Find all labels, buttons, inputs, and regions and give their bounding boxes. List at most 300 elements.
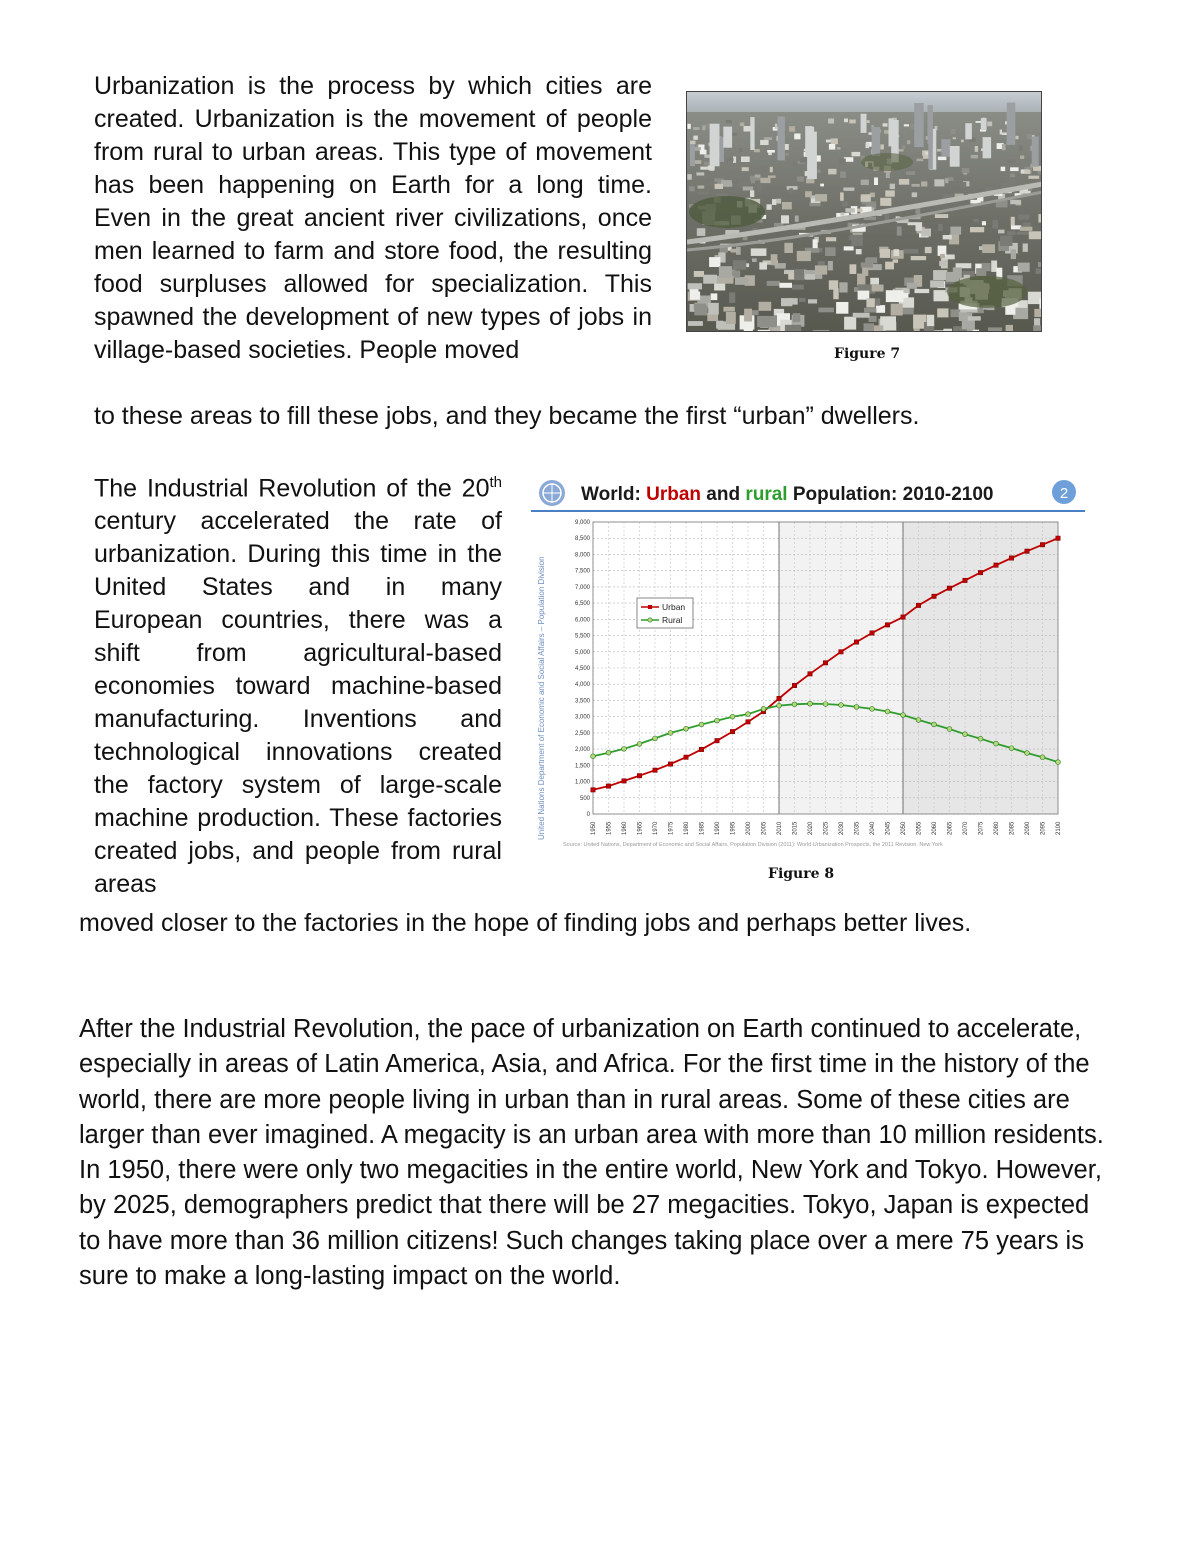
city-block [740, 123, 744, 127]
x-tick-label: 2045 [885, 821, 892, 835]
city-block [784, 243, 793, 253]
y-tick-label: 2,000 [574, 747, 590, 754]
city-block [880, 144, 884, 149]
city-block [793, 180, 798, 183]
city-block [751, 180, 755, 183]
rural-point [591, 754, 596, 759]
skyscraper [710, 124, 720, 167]
x-tick-label: 2015 [792, 821, 799, 835]
rural-point [839, 703, 844, 708]
rural-point [606, 750, 611, 755]
city-block [850, 264, 857, 274]
city-block [849, 120, 855, 124]
city-block [904, 249, 919, 254]
city-block [845, 208, 855, 212]
city-block [797, 177, 804, 182]
city-block [861, 194, 871, 201]
x-tick-label: 2075 [978, 821, 985, 835]
chart-source-note: Source: United Nations, Department of Economic and Social Affairs, Population Division (2011): World Urbanization Prospects, the 2011 Revision. New York [563, 842, 943, 848]
city-block [862, 266, 868, 276]
city-block [864, 308, 876, 313]
city-block [1011, 249, 1016, 259]
city-block [950, 129, 955, 134]
paragraph-urbanization-tail: to these areas to fill these jobs, and they became the first “urban” dwellers. [94, 402, 920, 430]
urban-point [839, 650, 843, 654]
city-block [857, 209, 862, 212]
rural-point [777, 703, 782, 708]
urban-point [699, 747, 703, 751]
rural-point [730, 714, 735, 719]
skyscraper [981, 118, 987, 130]
city-block [711, 293, 718, 300]
city-block [874, 178, 878, 186]
paragraph-megacities: After the Industrial Revolution, the pace of urbanization on Earth continued to accelerate, especially in areas of Latin America, Asia, and Africa. For the first time in the history of the world, there are more people living in urban than in rural areas. Some of these cities are larger than ever imagined. A megacity is an urban area with more than 10 million residents. In 1950, there were only two megacities in the entire world, New York and Tokyo. However, by 2025, demographers predict that there will be 27 megacities. Tokyo, Japan is expected to have more than 36 million citizens! Such changes taking place over a mere 75 years is sure to make a long-lasting impact on the world. [79, 1015, 1104, 1291]
city-block [839, 282, 847, 292]
rural-point [854, 705, 859, 710]
city-block [883, 123, 888, 126]
urban-point [870, 631, 874, 635]
city-block [743, 187, 753, 191]
urban-point [637, 774, 641, 778]
city-block [906, 171, 915, 175]
rural-point [1040, 755, 1045, 760]
city-block [799, 298, 805, 302]
x-tick-label: 2030 [839, 821, 845, 835]
urban-point [823, 661, 827, 665]
city-block [866, 143, 870, 148]
city-block [844, 317, 856, 330]
city-block [826, 237, 836, 241]
city-block [700, 150, 707, 155]
city-block [813, 331, 830, 332]
city-block [794, 270, 804, 281]
x-tick-label: 1995 [730, 821, 737, 835]
urban-point [808, 672, 812, 676]
rural-point [1009, 746, 1014, 751]
city-block [789, 126, 795, 132]
city-block [1038, 214, 1042, 222]
city-block [1017, 232, 1031, 235]
city-block [844, 119, 848, 123]
skyscraper [750, 117, 754, 150]
city-block [733, 260, 746, 270]
city-block [1000, 236, 1013, 246]
city-block [840, 172, 846, 178]
city-block [896, 293, 909, 298]
chart-title-urban: Urban [646, 484, 701, 505]
city-block [1023, 244, 1028, 252]
city-block [928, 331, 944, 332]
skyscraper [861, 114, 867, 133]
y-tick-label: 6,000 [574, 617, 590, 624]
city-block [844, 246, 854, 250]
city-block [754, 149, 760, 152]
city-block [687, 124, 690, 129]
y-tick-label: 4,500 [574, 666, 590, 672]
paragraph-urbanization-intro: Urbanization is the process by which cities are created. Urbanization is the movement of people from rural to urban areas. This type of movement has been happening on Earth for a long time. Even in the great ancient river civilizations, once men learned to farm and store food, the resulting food surpluses allowed for specialization. This spawned the development of new types of jobs in village-based societies. People moved [94, 72, 652, 364]
rural-point [1025, 751, 1030, 756]
city-block [1018, 215, 1029, 220]
x-tick-label: 1970 [653, 821, 659, 835]
city-block [998, 230, 1004, 234]
city-block [938, 157, 947, 161]
city-block [1024, 170, 1030, 174]
paragraph2-text-end: century accelerated the rate of urbanization. During this time in the United States and in many European countries, there was a shift from agricultural-based economies toward machine-based manufacturing. Inventions and technological innovations created the factory system of large-scale machine production. These factories created jobs, and people from rural areas [94, 507, 502, 899]
city-block [694, 304, 706, 310]
city-block [886, 172, 890, 178]
city-block [1000, 130, 1002, 135]
city-block [934, 179, 944, 186]
urban-point [715, 738, 719, 742]
city-block [1036, 269, 1042, 274]
city-block [758, 185, 762, 192]
urban-point [591, 788, 595, 792]
y-tick-label: 3,000 [574, 714, 590, 721]
paragraph2-text-start: The Industrial Revolution of the 20 [94, 474, 490, 503]
city-block [828, 169, 836, 175]
city-block [693, 136, 698, 140]
city-block [962, 168, 970, 173]
y-tick-label: 7,000 [574, 584, 590, 591]
x-tick-label: 2065 [947, 821, 954, 835]
y-tick-label: 0 [586, 812, 590, 818]
city-block [962, 182, 966, 188]
city-block [908, 222, 917, 225]
y-tick-label: 5,000 [574, 649, 590, 656]
city-block [764, 137, 772, 140]
city-block [1038, 171, 1042, 175]
skyscraper [778, 117, 785, 161]
city-block [945, 178, 948, 183]
skyscraper [889, 118, 894, 146]
y-tick-label: 1,000 [574, 779, 590, 786]
city-block [874, 298, 880, 305]
city-block [839, 159, 846, 165]
rural-point [761, 706, 766, 711]
city-block [939, 261, 947, 266]
city-block [890, 184, 895, 189]
city-block [726, 120, 732, 123]
city-block [874, 325, 883, 332]
skyscraper [983, 137, 992, 158]
x-tick-label: 2040 [870, 821, 876, 835]
figure-7-city-photo [686, 91, 1042, 332]
city-block [731, 249, 739, 253]
city-block [829, 280, 838, 289]
city-block [836, 302, 848, 314]
x-tick-label: 1980 [684, 821, 690, 835]
x-tick-label: 2035 [854, 821, 861, 835]
city-block [760, 140, 769, 145]
city-block [935, 214, 948, 218]
city-block [785, 325, 801, 332]
rural-point [684, 726, 689, 731]
city-block [732, 171, 739, 174]
city-block [759, 302, 772, 311]
city-block [968, 316, 981, 320]
chart-title-rural: rural [745, 484, 788, 505]
population-chart-svg [527, 474, 1090, 854]
city-block [853, 313, 870, 318]
city-block [805, 274, 815, 280]
city-block [872, 285, 884, 292]
city-block [948, 177, 954, 181]
rural-point [901, 713, 906, 718]
skyscraper [950, 146, 960, 167]
city-block [693, 127, 700, 130]
city-block [962, 319, 975, 329]
figure-7-caption: Figure 7 [834, 346, 901, 362]
city-block [861, 180, 869, 185]
city-block [1011, 217, 1015, 226]
city-block [902, 145, 906, 149]
y-tick-label: 8,000 [574, 552, 590, 559]
skyscraper [914, 103, 924, 147]
city-block [840, 192, 844, 200]
city-block [696, 172, 704, 175]
city-block [805, 191, 812, 197]
city-block [1039, 298, 1042, 308]
x-tick-label: 2005 [761, 821, 768, 835]
x-tick-label: 1975 [668, 821, 675, 835]
city-block [938, 224, 942, 231]
urban-point [684, 755, 688, 759]
city-block [815, 194, 827, 201]
city-block [1011, 225, 1021, 229]
city-block [911, 256, 926, 260]
city-block [869, 316, 877, 322]
city-block [953, 137, 956, 139]
urban-point [622, 779, 626, 783]
rural-point [622, 746, 627, 751]
city-block [759, 166, 768, 172]
city-block [828, 261, 833, 270]
y-tick-label: 1,500 [574, 763, 590, 770]
city-block [916, 222, 923, 231]
city-block [937, 308, 948, 317]
urban-point [932, 594, 936, 598]
city-block [1007, 160, 1015, 163]
city-block [912, 184, 920, 187]
city-block [767, 150, 775, 153]
city-block [943, 329, 952, 332]
city-block [772, 199, 776, 205]
city-block [918, 331, 936, 332]
city-block [921, 181, 927, 186]
city-block [744, 126, 751, 132]
y-tick-label: 6,500 [574, 601, 590, 608]
city-block [709, 257, 720, 267]
legend-urban-label: Urban [662, 602, 686, 612]
city-block [688, 283, 702, 289]
city-block [904, 124, 909, 126]
city-block [826, 140, 831, 143]
city-block [810, 202, 821, 206]
city-block [759, 262, 767, 269]
city-block [852, 152, 861, 156]
city-block [779, 283, 792, 288]
city-block [708, 303, 719, 315]
city-block [687, 174, 692, 180]
city-block [1001, 167, 1006, 171]
city-block [782, 202, 792, 209]
city-block [771, 254, 778, 265]
city-block [940, 254, 945, 258]
figure-8-caption: Figure 8 [768, 866, 835, 882]
city-block [876, 305, 885, 313]
rural-point [699, 722, 704, 727]
figure-8-population-chart [527, 474, 1090, 854]
city-block [907, 140, 910, 144]
y-tick-label: 4,000 [574, 682, 590, 689]
y-tick-label: 3,500 [574, 698, 590, 705]
y-tick-label: 2,500 [574, 730, 590, 737]
x-tick-label: 2020 [808, 821, 814, 835]
city-block [767, 204, 772, 210]
city-block [950, 227, 961, 235]
city-block [716, 321, 723, 329]
superscript-th: th [489, 474, 502, 491]
city-block [976, 268, 986, 276]
city-block [894, 249, 900, 256]
skyscraper [928, 105, 933, 144]
city-block [738, 182, 749, 188]
city-block [813, 239, 818, 248]
urban-point [792, 683, 796, 687]
city-block [861, 262, 873, 267]
chart-title-part-5: Population: 2010-2100 [787, 484, 994, 505]
rural-point [978, 736, 983, 741]
city-block [723, 307, 735, 312]
city-block [899, 179, 909, 185]
city-block [842, 202, 849, 207]
city-block [961, 140, 964, 143]
rural-point [792, 702, 797, 707]
city-block [902, 308, 914, 314]
skyscraper [1007, 103, 1016, 145]
rural-point [808, 701, 813, 706]
city-block [851, 238, 863, 246]
city-block [1020, 227, 1033, 231]
city-block [930, 280, 944, 287]
city-block [988, 327, 1002, 332]
city-block [896, 331, 909, 332]
rural-point [1056, 760, 1061, 765]
city-block [917, 159, 924, 162]
city-block [867, 120, 870, 123]
city-block [991, 261, 997, 272]
city-block [1038, 262, 1042, 267]
city-block [869, 132, 873, 134]
skyscraper [941, 139, 950, 157]
y-axis-label: United Nations Department of Economic and Social Affairs – Population Division [537, 556, 546, 840]
rural-point [653, 736, 658, 741]
chart-title [581, 484, 994, 505]
city-block [933, 270, 947, 280]
city-block [751, 248, 767, 256]
city-block [755, 175, 761, 178]
city-block [768, 176, 776, 178]
un-logo-icon [539, 480, 565, 506]
city-block [758, 330, 770, 332]
city-block [705, 124, 710, 128]
legend-rural-marker [648, 618, 652, 622]
city-block [864, 323, 875, 332]
city-block [795, 216, 799, 222]
city-block [914, 329, 920, 333]
city-block [946, 272, 960, 282]
city-block [825, 247, 836, 256]
urban-point [901, 615, 905, 619]
city-block [982, 244, 995, 253]
city-block [1019, 146, 1023, 152]
city-block [880, 249, 890, 258]
city-block [841, 213, 845, 216]
chart-badge [1052, 480, 1076, 504]
urban-point [746, 720, 750, 724]
city-block [843, 188, 854, 191]
urban-point [885, 623, 889, 627]
x-tick-label: 1985 [699, 821, 706, 835]
city-block [697, 228, 706, 236]
urban-point [668, 762, 672, 766]
city-block [726, 312, 736, 324]
city-block [982, 221, 986, 225]
city-block [970, 227, 984, 232]
urban-point [1009, 556, 1013, 560]
plot-area [575, 520, 1062, 835]
city-block [767, 281, 780, 286]
x-tick-label: 2090 [1025, 821, 1031, 835]
city-block [703, 275, 717, 284]
chart-title-part-3: and [701, 484, 746, 505]
city-block [907, 283, 917, 289]
city-block [688, 321, 703, 326]
y-tick-label: 500 [579, 795, 590, 802]
legend-rural-label: Rural [662, 615, 683, 625]
urban-point [947, 586, 951, 590]
city-block [690, 141, 696, 145]
urban-point [916, 603, 920, 607]
rural-point [637, 742, 642, 747]
city-block [1007, 178, 1016, 186]
urban-point [1025, 549, 1029, 553]
city-block [739, 148, 743, 152]
city-block [1018, 263, 1030, 272]
city-block [1010, 167, 1019, 171]
city-block [793, 313, 801, 322]
city-block [1029, 231, 1041, 239]
x-tick-label: 2000 [746, 821, 752, 835]
city-block [723, 183, 732, 186]
city-block [974, 219, 979, 222]
x-tick-label: 1990 [715, 821, 721, 835]
x-tick-label: 2080 [994, 821, 1000, 835]
city-block [971, 155, 978, 159]
city-block [943, 235, 952, 239]
city-block [726, 158, 733, 161]
skyscraper [1032, 137, 1039, 167]
x-tick-label: 2050 [901, 821, 907, 835]
city-block [741, 157, 750, 163]
skyscraper [805, 126, 812, 157]
urban-point [730, 729, 734, 733]
city-block [729, 292, 735, 303]
city-block [1002, 144, 1006, 150]
rural-point [746, 712, 751, 717]
city-block [689, 186, 695, 191]
city-block [785, 153, 789, 156]
